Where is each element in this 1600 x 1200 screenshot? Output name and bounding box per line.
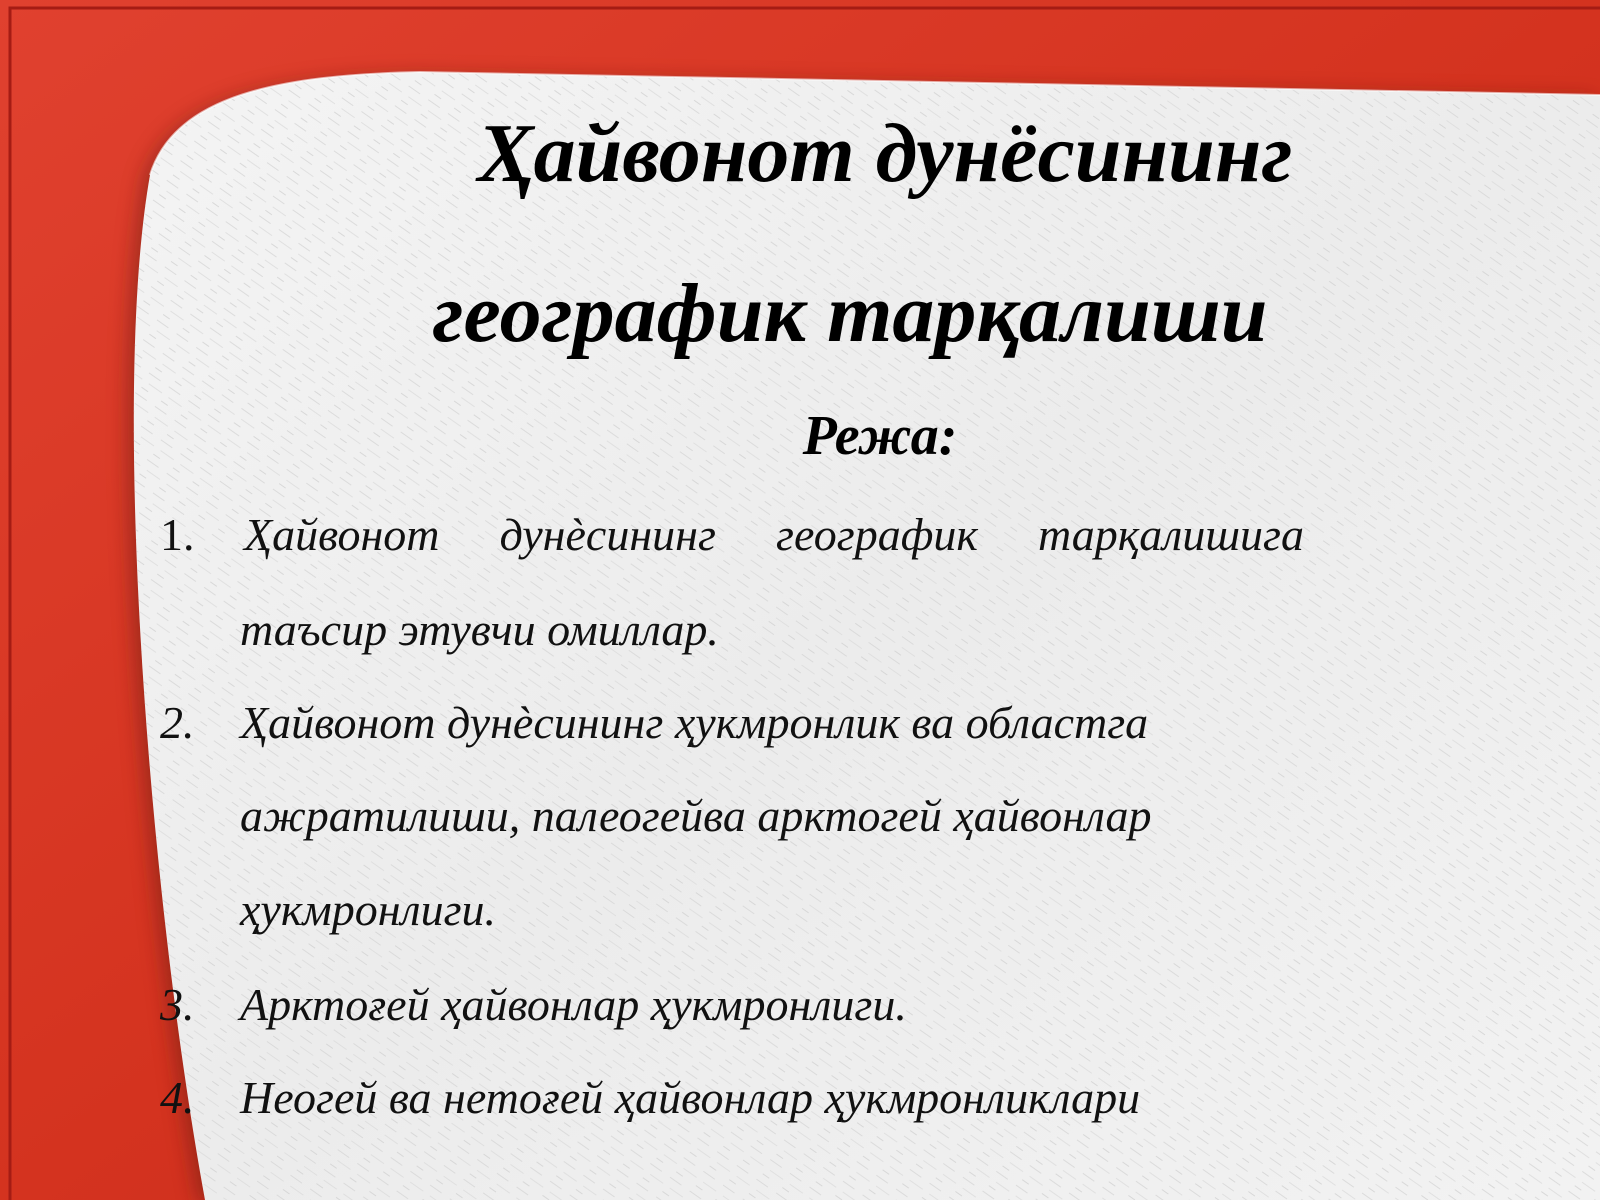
plan-item-line: ажратилиши, палеогейва арктогей ҳайвонлар [240,790,1152,841]
plan-heading: Режа: [802,405,958,467]
plan-item-line: Арктоғей ҳайвонлар ҳукмронлиги. [240,979,907,1030]
slide-title-line-2: географик тарқалиши [432,267,1268,360]
plan-item-line: таъсир этувчи омиллар. [240,604,719,655]
plan-item-number: 2. [160,697,195,748]
plan-item-line: ҳукмронлиги. [240,884,497,935]
plan-item-line: Неогей ва нетоғей ҳайвонлар ҳукмронликлари [240,1072,1141,1123]
plan-item-number: 1. [160,509,195,560]
plan-item-number: 3. [160,979,195,1030]
plan-item-line: Ҳайвонот дунѐсининг географик тарқалишига [244,509,1304,560]
plan-item-line: Ҳайвонот дунѐсининг ҳукмронлик ва областга [240,697,1149,748]
plan-item-number: 4. [160,1072,195,1123]
slide-title-line-1: Ҳайвонот дунёсининг [477,107,1293,200]
